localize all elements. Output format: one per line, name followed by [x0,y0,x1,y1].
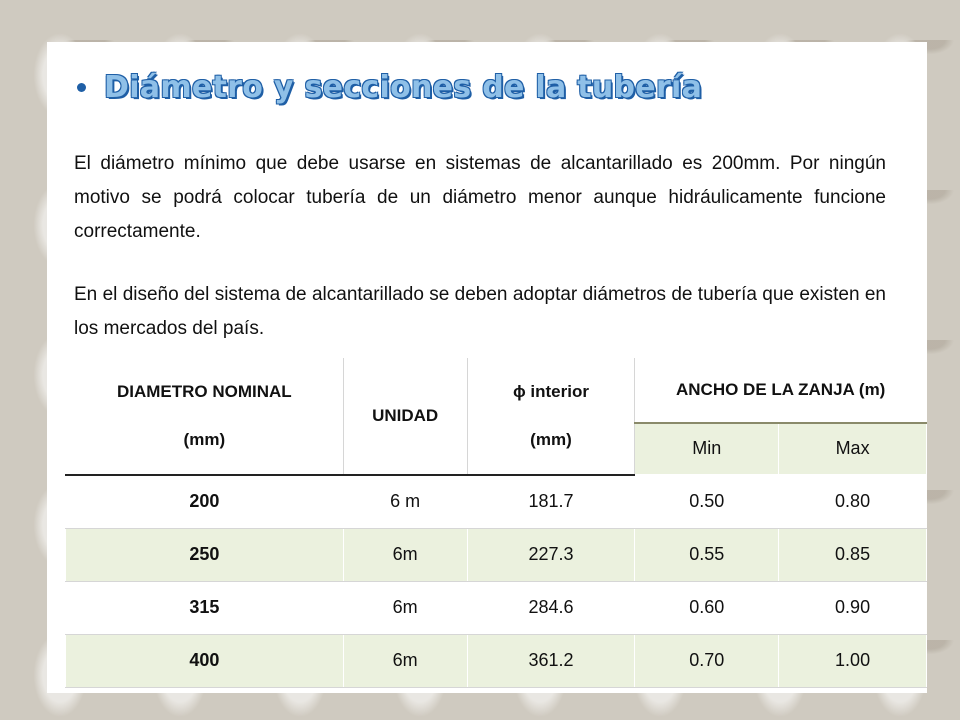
slide-title: Diámetro y secciones de la tubería [104,70,703,105]
header-unidad: UNIDAD [343,359,467,475]
cell-unidad: 6 m [343,475,467,529]
header-interior-line1: ɸ interior [512,382,589,402]
cell-max: 0.80 [779,475,927,529]
table-row [66,634,927,687]
cell-max: 0.85 [779,528,927,581]
cell-max: 1.00 [779,634,927,687]
header-min: Min [635,423,779,475]
cell-min: 0.55 [635,528,779,581]
cell-max: 0.90 [779,581,927,634]
table-row [66,581,927,634]
cell-interior: 361.2 [467,634,635,687]
header-ancho-zanja: ANCHO DE LA ZANJA (m) [635,359,927,423]
table-row [66,475,927,529]
slide [47,42,927,693]
paragraph-market-diameters: En el diseño del sistema de alcantarillado se deben adoptar diámetros de tubería que existen en los mercados del país. [74,284,886,339]
cell-diametro: 250 [66,528,344,581]
cell-unidad: 6m [343,634,467,687]
cell-interior: 227.3 [467,528,635,581]
cell-min: 0.50 [635,475,779,529]
bullet-icon [77,83,86,92]
cell-diametro: 315 [66,581,344,634]
pipe-table [65,358,927,688]
title-row [77,70,702,105]
cell-diametro: 400 [66,634,344,687]
header-interior [467,359,635,475]
header-interior-line2: (mm) [530,430,572,450]
header-diametro-nominal [66,359,344,475]
cell-min: 0.60 [635,581,779,634]
paragraph-minimum-diameter: El diámetro mínimo que debe usarse en sistemas de alcantarillado es 200mm. Por ningún motivo se podrá colocar tubería de un diámetro menor aunque hidráulicamente funcione correctamente. [74,153,886,242]
table-row [66,528,927,581]
cell-unidad: 6m [343,528,467,581]
header-diametro-line2: (mm) [183,430,226,450]
header-max: Max [779,423,927,475]
cell-min: 0.70 [635,634,779,687]
cell-interior: 181.7 [467,475,635,529]
header-diametro-line1: DIAMETRO NOMINAL [116,382,292,402]
cell-interior: 284.6 [467,581,635,634]
cell-diametro: 200 [66,475,344,529]
cell-unidad: 6m [343,581,467,634]
